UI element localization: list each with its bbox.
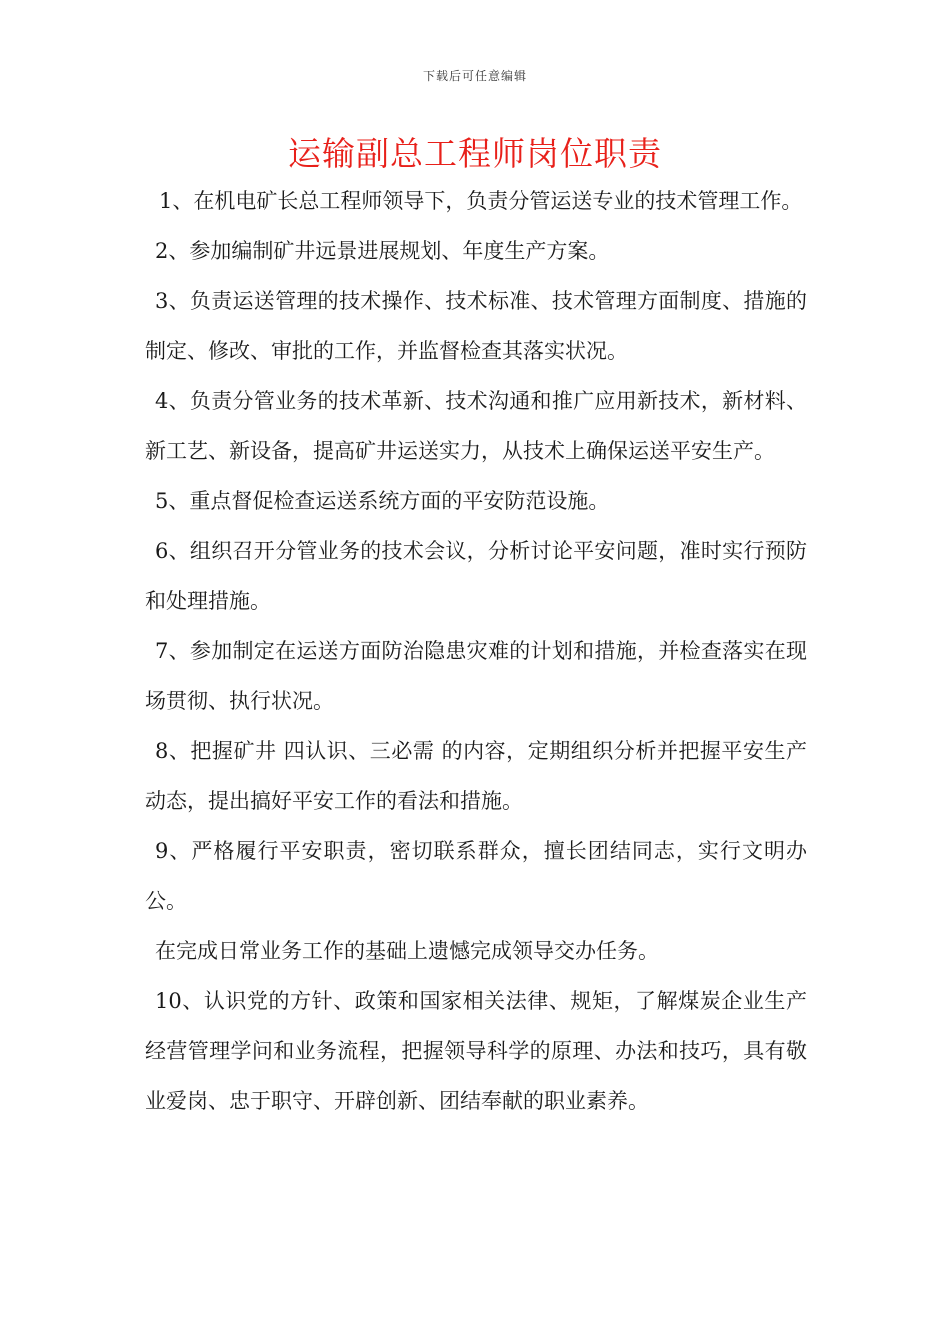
duty-item-1: 1、在机电矿长总工程师领导下，负责分管运送专业的技术管理工作。 bbox=[159, 189, 803, 213]
duty-note: 在完成日常业务工作的基础上遗憾完成领导交办任务。 bbox=[155, 939, 659, 963]
duty-item-4: 4、负责分管业务的技术革新、技术沟通和推广应用新技术，新材料、新工艺、新设备，提高矿井运送实力，从技术上确保运送平安生产。 bbox=[145, 389, 807, 463]
duty-item-10: 10、认识党的方针、政策和国家相关法律、规矩，了解煤炭企业生产经营管理学问和业务流程，把握领导科学的原理、办法和技巧，具有敬业爱岗、忠于职守、开辟创新、团结奉献的职业素养。 bbox=[145, 989, 807, 1113]
page-header-note: 下载后可任意编辑 bbox=[422, 69, 527, 83]
duty-item-7: 7、参加制定在运送方面防治隐患灾难的计划和措施，并检查落实在现场贯彻、执行状况。 bbox=[145, 639, 807, 713]
duty-item-5: 5、重点督促检查运送系统方面的平安防范设施。 bbox=[155, 489, 610, 513]
document-title: 运输副总工程师岗位职责 bbox=[288, 134, 662, 173]
duty-item-3: 3、负责运送管理的技术操作、技术标准、技术管理方面制度、措施的制定、修改、审批的工作，并监督检查其落实状况。 bbox=[145, 289, 807, 363]
duty-item-6: 6、组织召开分管业务的技术会议，分析讨论平安问题，准时实行预防和处理措施。 bbox=[145, 539, 807, 613]
duty-item-2: 2、参加编制矿井远景进展规划、年度生产方案。 bbox=[155, 239, 610, 263]
duty-item-8: 8、把握矿井 四认识、三必需 的内容，定期组织分析并把握平安生产动态，提出搞好平安工作的看法和措施。 bbox=[145, 739, 807, 813]
document-body bbox=[145, 176, 807, 1126]
duty-item-9: 9、严格履行平安职责，密切联系群众，擅长团结同志，实行文明办公。 bbox=[145, 839, 807, 913]
